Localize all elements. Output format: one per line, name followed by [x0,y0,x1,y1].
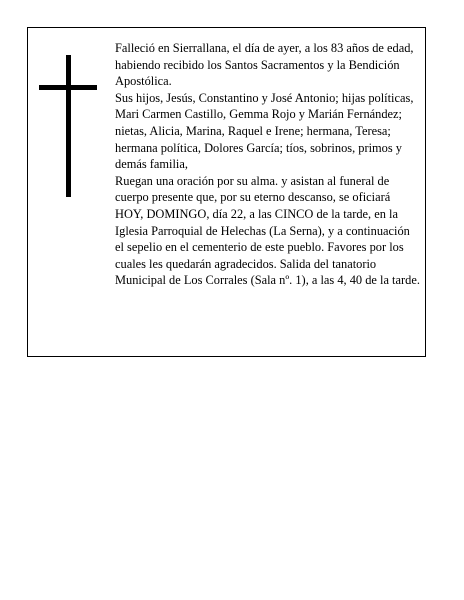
family-list: Sus hijos, Jesús, Constantino y José Antonio; hijas políticas, Mari Carmen Castillo, Gemma Rojo y Marián Fernández; nietas, Alicia, Marina, Raquel e Irene; hermana, Teresa; hermana política, Dolores García; tíos, sobrinos, primos y demás familia, [115,90,414,172]
cross-vertical-bar [66,55,71,197]
funeral-details: Ruegan una oración por su alma. y asistan al funeral de cuerpo presente que, por su eterno descanso, se oficiará HOY, DOMINGO, día 22, a las CINCO de la tarde, en la Iglesia Parroquial de Helechas (La Serna), y a continuación el sepelio en el cementerio de este pueblo. Favores por los cuales les quedarán agradecidos. Salida del tanatorio Municipal de Los Corrales (Sala nº. 1), a las 4, 40 de la tarde. [115,173,420,288]
notice-text [115,40,421,289]
obituary-notice [27,27,426,357]
death-announcement: Falleció en Sierrallana, el día de ayer, a los 83 años de edad, habiendo recibido los Santos Sacramentos y la Bendición Apostólica. [115,41,414,89]
cross-horizontal-bar [39,85,97,90]
cross-icon [39,55,97,197]
